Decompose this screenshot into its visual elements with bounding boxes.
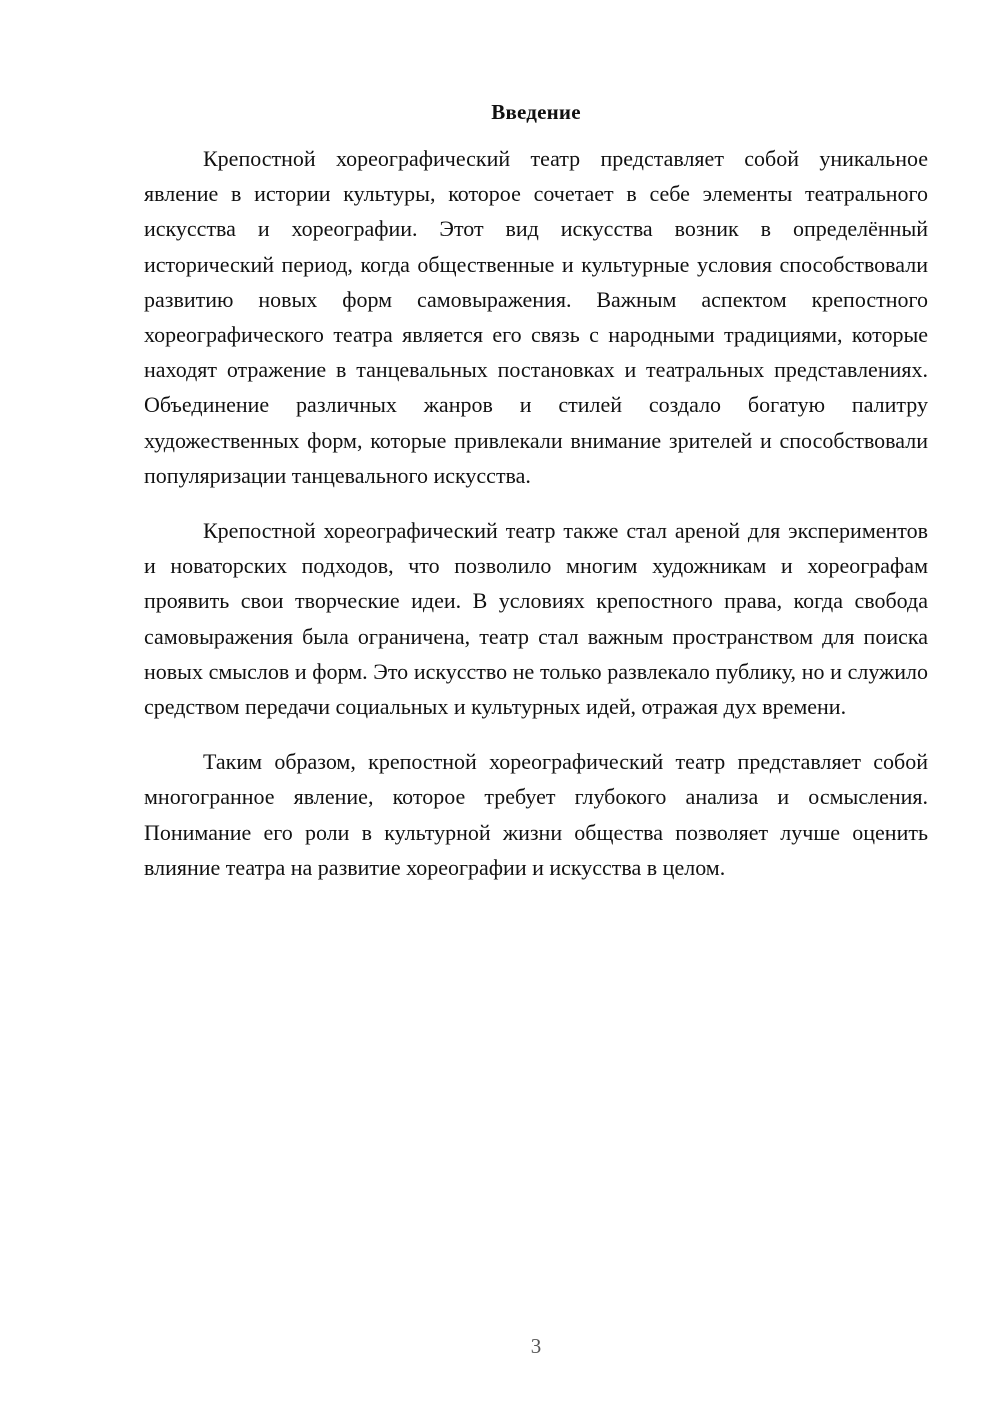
paragraph-2: Крепостной хореографический театр также стал ареной для экспериментов и новаторских подходов, что позволило многим художникам и хореографам проявить свои творческие идеи. В условиях крепостного права, когда свобода самовыражения была ограничена, театр стал важным пространством для поиска новых смыслов и форм. Это искусство не только развлекало публику, но и служило средством передачи социальных и культурных идей, отражая дух времени. [144, 518, 928, 720]
page-number: 3 [530, 1334, 542, 1358]
section-title: Введение [491, 100, 581, 124]
paragraph-3: Таким образом, крепостной хореографический театр представляет собой многогранное явление, которое требует глубокого анализа и осмысления. Понимание его роли в культурной жизни общества позволяет лучше оценить влияние театра на развитие хореографии и искусства в целом. [144, 749, 928, 880]
page-content [144, 98, 928, 905]
paragraph-1: Крепостной хореографический театр представляет собой уникальное явление в истории культуры, которое сочетает в себе элементы театрального искусства и хореографии. Этот вид искусства возник в определённый исторический период, когда общественные и культурные условия способствовали развитию новых форм самовыражения. Важным аспектом крепостного хореографического театра является его связь с народными традициями, которые находят отражение в танцевальных постановках и театральных представлениях. Объединение различных жанров и стилей создало богатую палитру художественных форм, которые привлекали внимание зрителей и способствовали популяризации танцевального искусства. [144, 146, 928, 488]
